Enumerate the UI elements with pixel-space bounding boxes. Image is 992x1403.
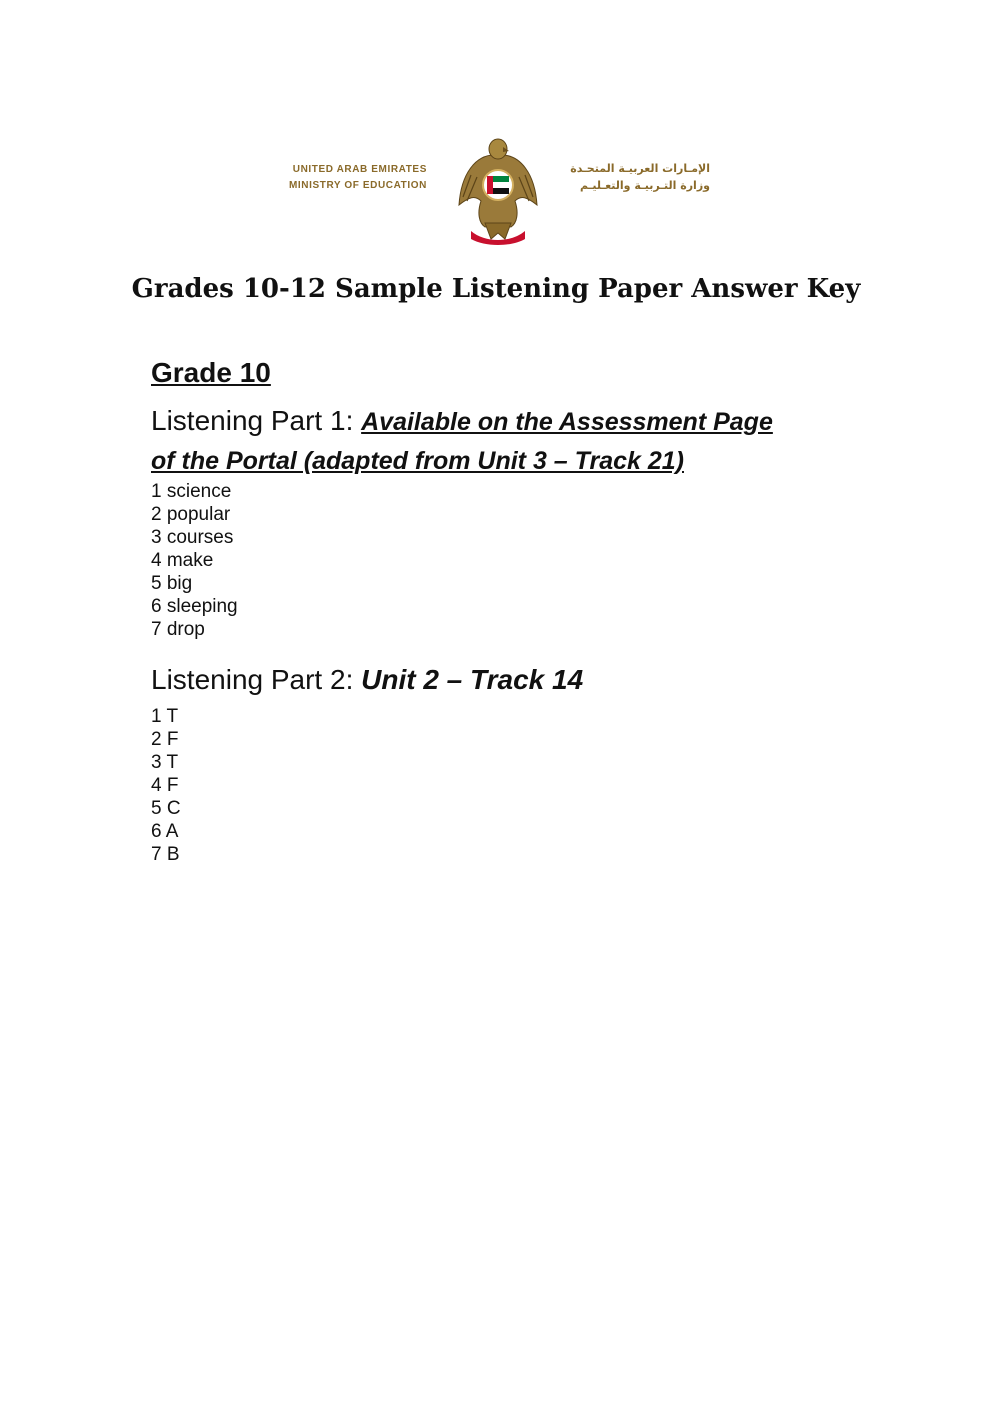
list-item: 7 drop	[151, 619, 205, 640]
list-item: 1 science	[151, 481, 232, 502]
document-title: Grades 10-12 Sample Listening Paper Answer Key	[131, 274, 861, 304]
part-1-heading	[151, 402, 871, 480]
part-2-answer-list	[151, 705, 871, 866]
list-item: 5 big	[151, 573, 193, 594]
part-2-source: Unit 2 – Track 14	[361, 664, 584, 695]
list-item: 1 T	[151, 706, 179, 727]
list-item: 7 B	[151, 844, 180, 865]
part-2-label: Listening Part 2:	[151, 664, 362, 695]
logo-arabic-text	[560, 160, 710, 194]
listening-part-2	[151, 661, 871, 866]
list-item: 2 F	[151, 729, 179, 750]
logo-ar-line2: وزارة التـربيـة والتعـليـم	[579, 179, 710, 192]
list-item: 4 F	[151, 775, 179, 796]
logo-ar-line1: الإمـارات العربيـة المتحـدة	[570, 162, 710, 175]
list-item: 6 A	[151, 821, 179, 842]
part-1-source-line2: of the Portal (adapted from Unit 3 – Track 21)	[151, 447, 684, 475]
part-2-heading	[151, 661, 871, 699]
uae-emblem-icon	[455, 135, 541, 245]
list-item: 4 make	[151, 550, 214, 571]
listening-part-1	[151, 402, 871, 641]
part-1-source-line1: Available on the Assessment Page	[361, 408, 773, 436]
list-item: 6 sleeping	[151, 596, 238, 617]
part-1-label: Listening Part 1:	[151, 405, 362, 436]
grade-heading: Grade 10	[151, 357, 271, 388]
list-item: 5 C	[151, 798, 181, 819]
list-item: 3 courses	[151, 527, 234, 548]
part-1-answer-list	[151, 480, 871, 641]
list-item: 2 popular	[151, 504, 231, 525]
logo-en-line2: MINISTRY OF EDUCATION	[289, 180, 427, 191]
logo-english-text	[289, 162, 427, 194]
ministry-logo	[0, 135, 992, 245]
list-item: 3 T	[151, 752, 179, 773]
answer-key-content	[151, 356, 871, 866]
logo-en-line1: UNITED ARAB EMIRATES	[292, 164, 427, 175]
